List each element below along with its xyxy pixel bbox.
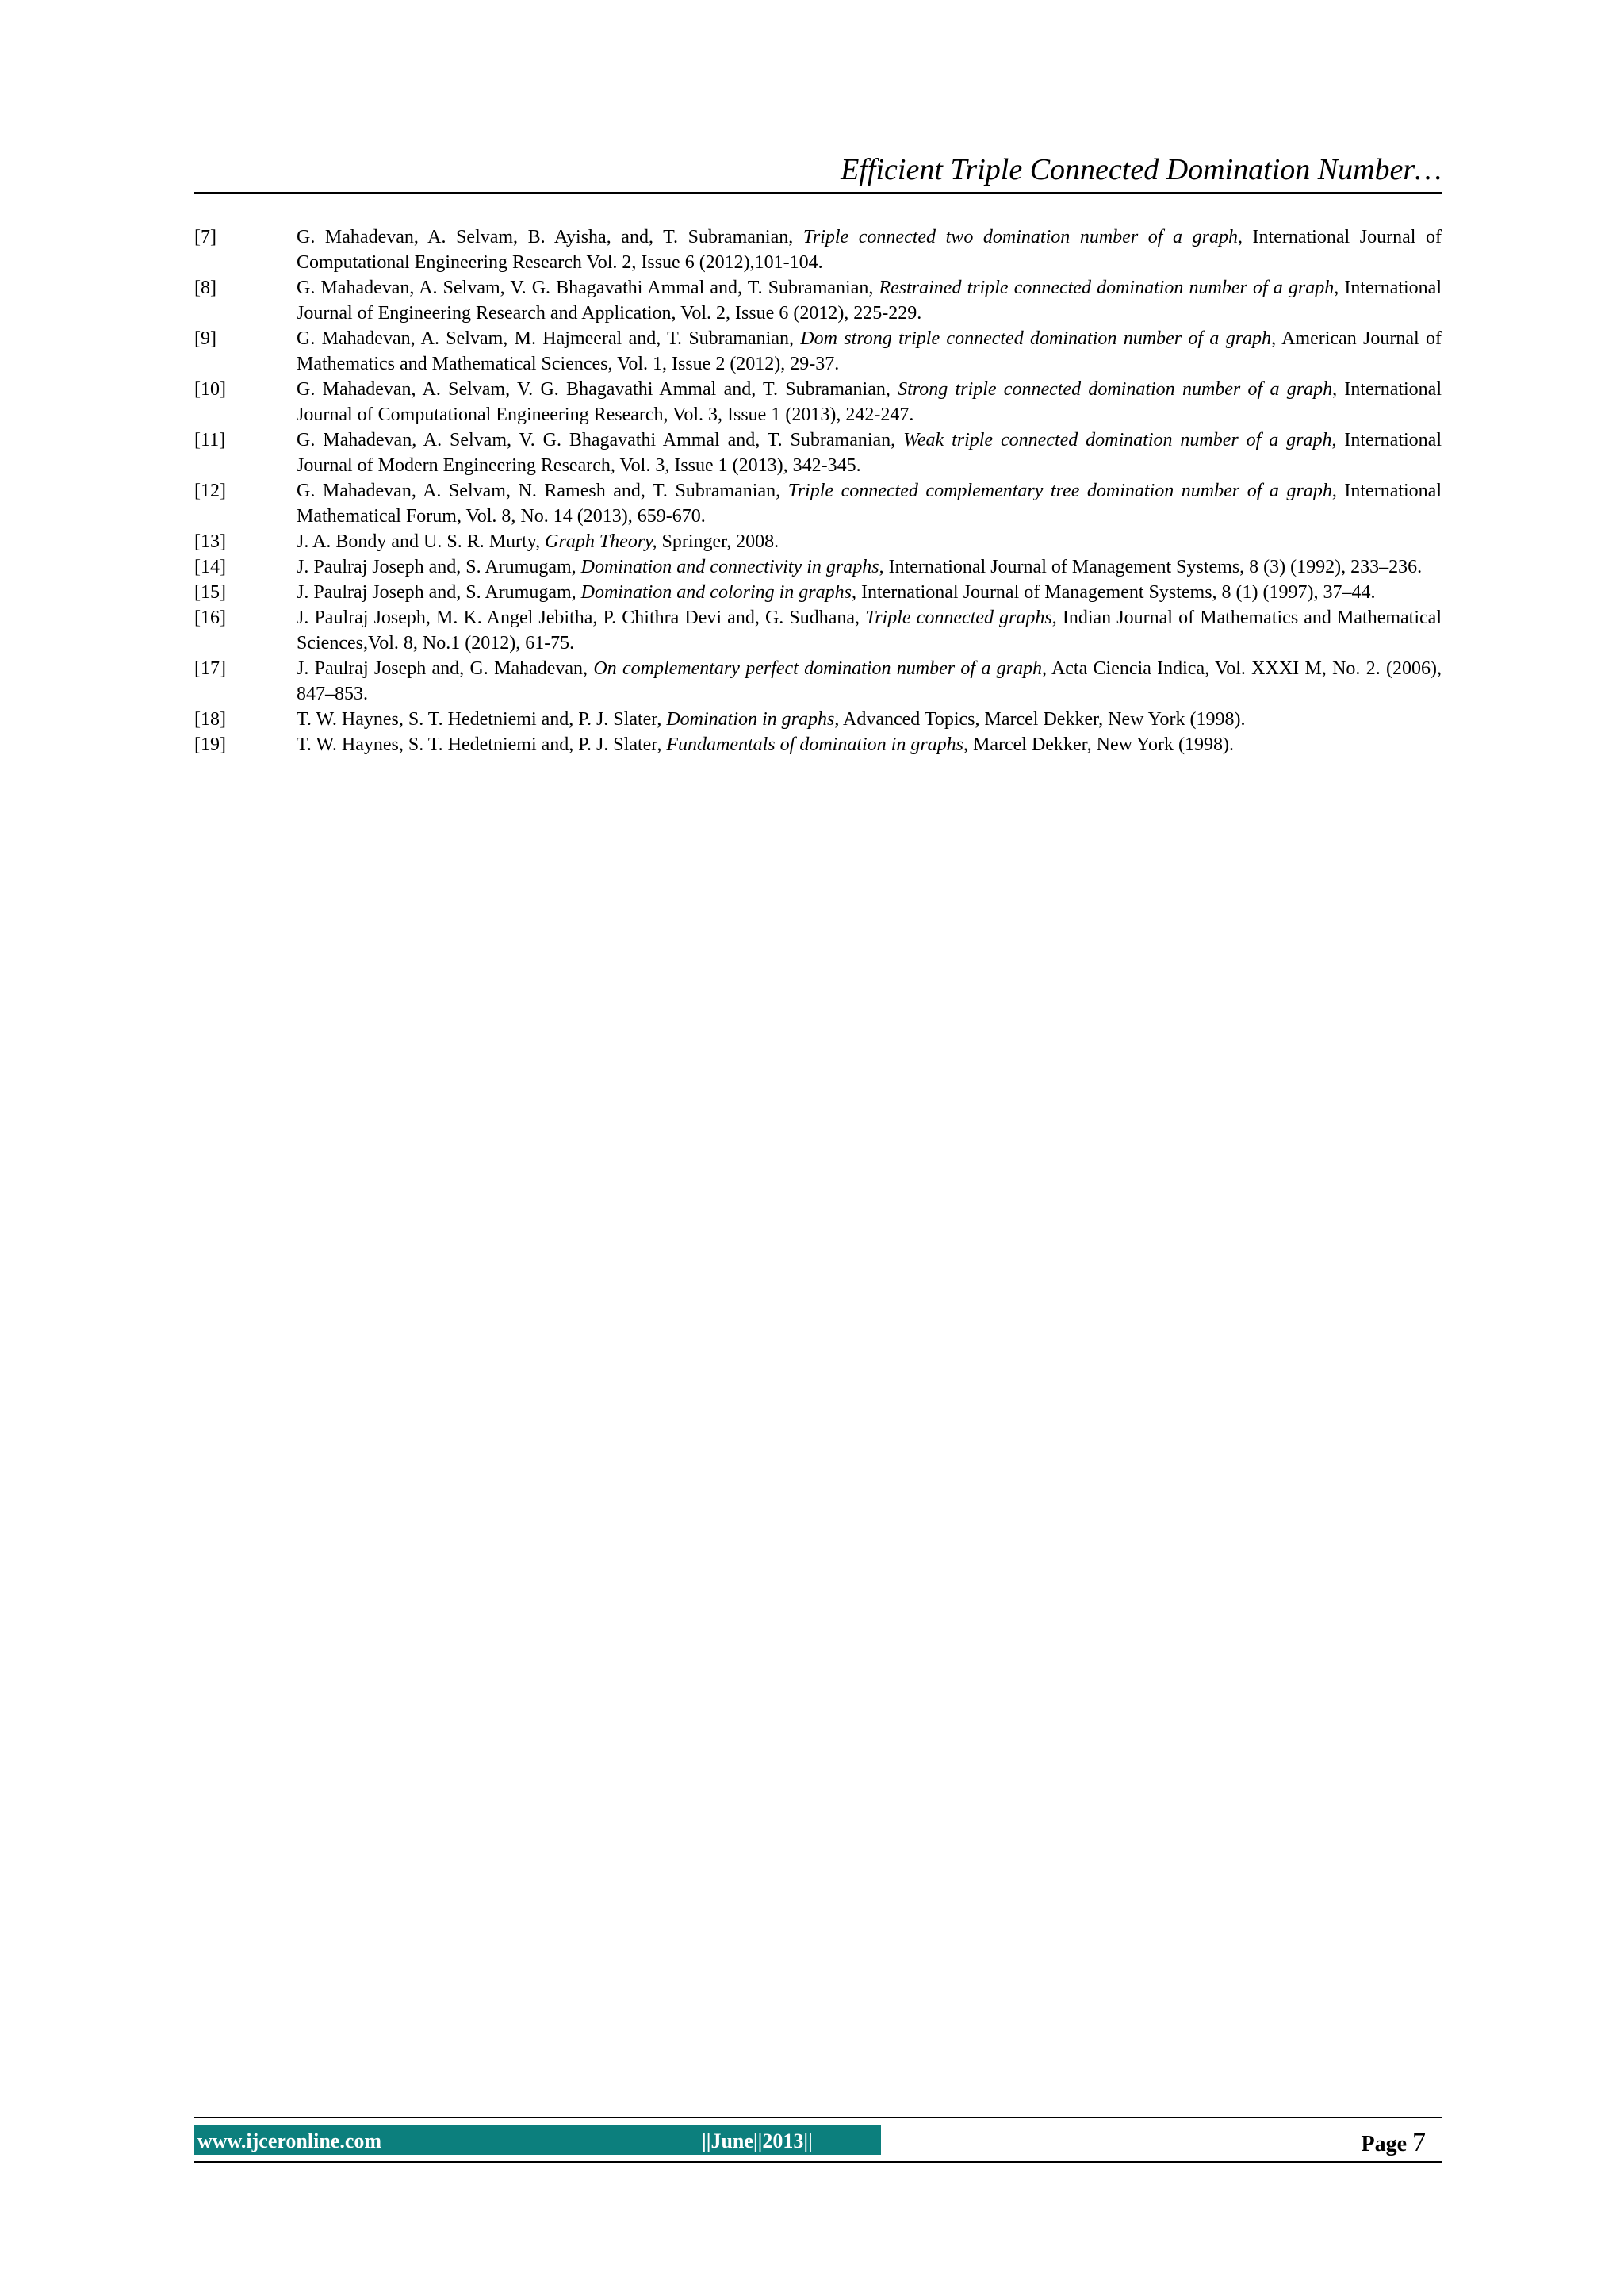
- reference-item: [194, 580, 1442, 605]
- reference-number: [16]: [194, 608, 226, 628]
- reference-number: [8]: [194, 278, 216, 298]
- reference-number: [19]: [194, 734, 226, 755]
- reference-number: [7]: [194, 227, 216, 247]
- reference-item: [194, 529, 1442, 554]
- reference-title: On complementary perfect domination number of a graph: [593, 658, 1042, 679]
- reference-text: J. Paulraj Joseph, M. K. Angel Jebitha, P. Chithra Devi and, G. Sudhana, Triple connected graphs, Indian Journal of Mathematics and Mathematical Sciences,Vol. 8, No.1 (2012), 61-75.: [297, 608, 1442, 654]
- page-footer: [194, 2117, 1442, 2163]
- reference-text: G. Mahadevan, A. Selvam, N. Ramesh and, T. Subramanian, Triple connected complementary tree domination number of a graph, International Mathematical Forum, Vol. 8, No. 14 (2013), 659-670.: [297, 481, 1442, 527]
- reference-title: Weak triple connected domination number of a graph: [903, 430, 1332, 450]
- reference-item: [194, 224, 1442, 275]
- reference-item: [194, 656, 1442, 707]
- reference-item: [194, 605, 1442, 656]
- reference-text: G. Mahadevan, A. Selvam, M. Hajmeeral and, T. Subramanian, Dom strong triple connected domination number of a graph, American Journal of Mathematics and Mathematical Sciences, Vol. 1, Issue 2 (2012), 29-37.: [297, 328, 1442, 374]
- journal-url-link[interactable]: www.ijceronline.com: [197, 2129, 382, 2152]
- reference-item: [194, 377, 1442, 427]
- reference-title: Graph Theory,: [545, 531, 657, 552]
- reference-text: G. Mahadevan, A. Selvam, V. G. Bhagavathi Ammal and, T. Subramanian, Restrained triple connected domination number of a graph, International Journal of Engineering Research and Application, Vol. 2, Issue 6 (2012), 225-229.: [297, 278, 1442, 324]
- reference-title: Triple connected complementary tree domination number of a graph: [787, 481, 1332, 501]
- reference-text: J. Paulraj Joseph and, S. Arumugam, Domination and coloring in graphs, International Journal of Management Systems, 8 (1) (1997), 37–44.: [297, 582, 1376, 603]
- reference-item: [194, 707, 1442, 732]
- reference-text: G. Mahadevan, A. Selvam, V. G. Bhagavathi Ammal and, T. Subramanian, Weak triple connected domination number of a graph, International Journal of Modern Engineering Research, Vol. 3, Issue 1 (2013), 342-345.: [297, 430, 1442, 476]
- reference-item: [194, 478, 1442, 529]
- reference-number: [10]: [194, 379, 226, 400]
- reference-text: J. Paulraj Joseph and, S. Arumugam, Domination and connectivity in graphs, International Journal of Management Systems, 8 (3) (1992), 233–236.: [297, 557, 1423, 577]
- reference-number: [9]: [194, 328, 216, 349]
- reference-item: [194, 732, 1442, 757]
- reference-text: T. W. Haynes, S. T. Hedetniemi and, P. J. Slater, Fundamentals of domination in graphs, Marcel Dekker, New York (1998).: [297, 734, 1234, 755]
- reference-number: [14]: [194, 557, 226, 577]
- reference-title: Domination and connectivity in graphs: [580, 557, 879, 577]
- reference-text: J. A. Bondy and U. S. R. Murty, Graph Theory, Springer, 2008.: [297, 531, 779, 552]
- reference-title: Strong triple connected domination number of a graph: [898, 379, 1333, 400]
- reference-title: Domination in graphs: [666, 709, 835, 730]
- reference-number: [18]: [194, 709, 226, 730]
- running-header-title: Efficient Triple Connected Domination Number…: [841, 153, 1442, 186]
- reference-number: [11]: [194, 430, 226, 450]
- reference-number: [15]: [194, 582, 226, 603]
- page-number: Page 7: [1361, 2128, 1426, 2157]
- reference-list: [194, 224, 1442, 757]
- reference-number: [13]: [194, 531, 226, 552]
- reference-item: [194, 554, 1442, 580]
- reference-item: [194, 275, 1442, 326]
- reference-item: [194, 326, 1442, 377]
- reference-text: J. Paulraj Joseph and, G. Mahadevan, On complementary perfect domination number of a graph, Acta Ciencia Indica, Vol. XXXI M, No. 2. (2006), 847–853.: [297, 658, 1442, 704]
- reference-number: [17]: [194, 658, 226, 679]
- reference-text: G. Mahadevan, A. Selvam, B. Ayisha, and, T. Subramanian, Triple connected two domination number of a graph, International Journal of Computational Engineering Research Vol. 2, Issue 6 (2012),101-104.: [297, 227, 1442, 273]
- reference-text: T. W. Haynes, S. T. Hedetniemi and, P. J. Slater, Domination in graphs, Advanced Topics, Marcel Dekker, New York (1998).: [297, 709, 1246, 730]
- reference-title: Fundamentals of domination in graphs: [666, 734, 963, 755]
- reference-title: Domination and coloring in graphs: [580, 582, 852, 603]
- reference-number: [12]: [194, 481, 226, 501]
- reference-title: Triple connected two domination number of a graph: [802, 227, 1238, 247]
- reference-title: Restrained triple connected domination number of a graph: [879, 278, 1335, 298]
- reference-title: Triple connected graphs: [865, 608, 1052, 628]
- running-header: [194, 151, 1442, 194]
- reference-title: Dom strong triple connected domination number of a graph: [800, 328, 1272, 349]
- issue-date: ||June||2013||: [702, 2129, 813, 2152]
- reference-item: [194, 427, 1442, 478]
- reference-text: G. Mahadevan, A. Selvam, V. G. Bhagavathi Ammal and, T. Subramanian, Strong triple connected domination number of a graph, International Journal of Computational Engineering Research, Vol. 3, Issue 1 (2013), 242-247.: [297, 379, 1442, 425]
